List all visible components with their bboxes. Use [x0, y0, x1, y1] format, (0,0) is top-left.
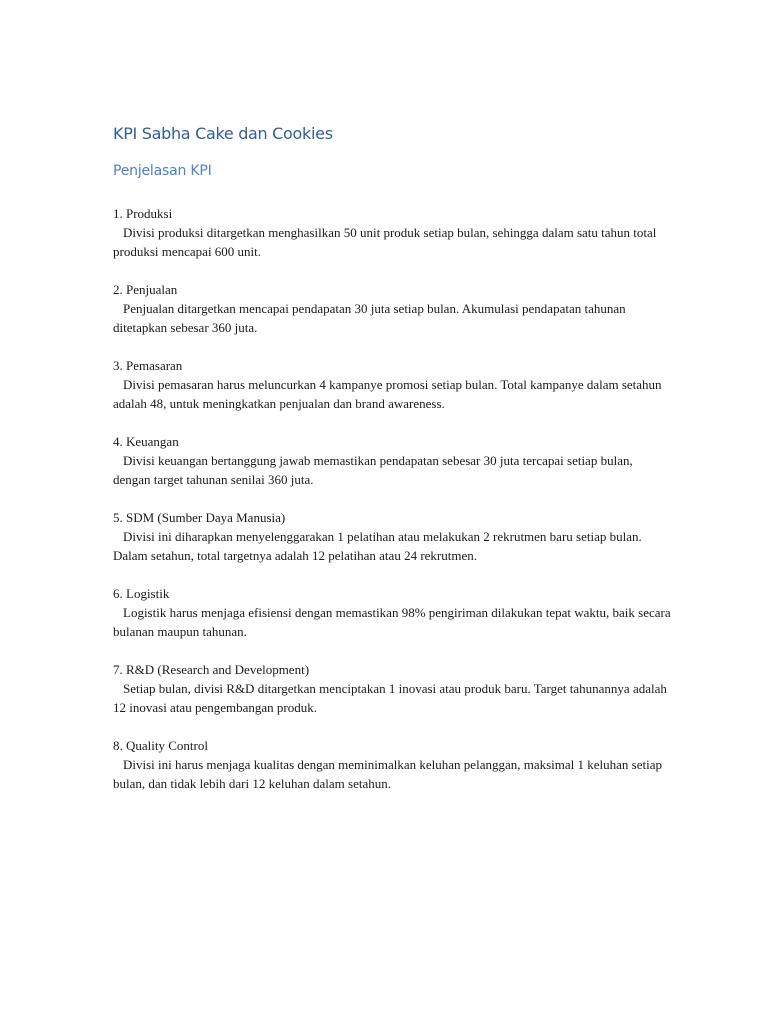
kpi-item-rnd: [113, 660, 673, 717]
kpi-heading: 8. Quality Control: [113, 738, 208, 753]
kpi-description: Penjualan ditargetkan mencapai pendapatan 30 juta setiap bulan. Akumulasi pendapatan tahunan ditetapkan sebesar 360 juta.: [113, 301, 626, 335]
kpi-item-logistik: [113, 584, 673, 641]
kpi-heading: 3. Pemasaran: [113, 358, 183, 373]
kpi-description: Divisi pemasaran harus meluncurkan 4 kampanye promosi setiap bulan. Total kampanye dalam setahun adalah 48, untuk meningkatkan penjualan dan brand awareness.: [113, 377, 662, 411]
kpi-description: Divisi produksi ditargetkan menghasilkan 50 unit produk setiap bulan, sehingga dalam satu tahun total produksi mencapai 600 unit.: [113, 225, 657, 259]
kpi-list: [113, 204, 673, 812]
kpi-item-produksi: [113, 204, 673, 261]
kpi-heading: 2. Penjualan: [113, 282, 178, 297]
kpi-description: Divisi ini diharapkan menyelenggarakan 1 pelatihan atau melakukan 2 rekrutmen baru setiap bulan. Dalam setahun, total targetnya adalah 12 pelatihan atau 24 rekrutmen.: [113, 529, 642, 563]
kpi-heading: 1. Produksi: [113, 206, 173, 221]
kpi-description: Logistik harus menjaga efisiensi dengan memastikan 98% pengiriman dilakukan tepat waktu, baik secara bulanan maupun tahunan.: [113, 605, 671, 639]
kpi-description: Divisi keuangan bertanggung jawab memastikan pendapatan sebesar 30 juta tercapai setiap bulan, dengan target tahunan senilai 360 juta.: [113, 453, 633, 487]
section-heading: Penjelasan KPI: [113, 163, 212, 179]
kpi-item-keuangan: [113, 432, 673, 489]
kpi-heading: 7. R&D (Research and Development): [113, 662, 310, 677]
kpi-item-penjualan: [113, 280, 673, 337]
kpi-description: Setiap bulan, divisi R&D ditargetkan menciptakan 1 inovasi atau produk baru. Target tahunannya adalah 12 inovasi atau pengembangan produk.: [113, 681, 667, 715]
kpi-heading: 6. Logistik: [113, 586, 170, 601]
kpi-description: Divisi ini harus menjaga kualitas dengan meminimalkan keluhan pelanggan, maksimal 1 keluhan setiap bulan, dan tidak lebih dari 12 keluhan dalam setahun.: [113, 757, 662, 791]
document-title: KPI Sabha Cake dan Cookies: [113, 124, 333, 143]
kpi-heading: 5. SDM (Sumber Daya Manusia): [113, 510, 286, 525]
kpi-item-sdm: [113, 508, 673, 565]
kpi-heading: 4. Keuangan: [113, 434, 179, 449]
kpi-item-quality-control: [113, 736, 673, 793]
kpi-item-pemasaran: [113, 356, 673, 413]
